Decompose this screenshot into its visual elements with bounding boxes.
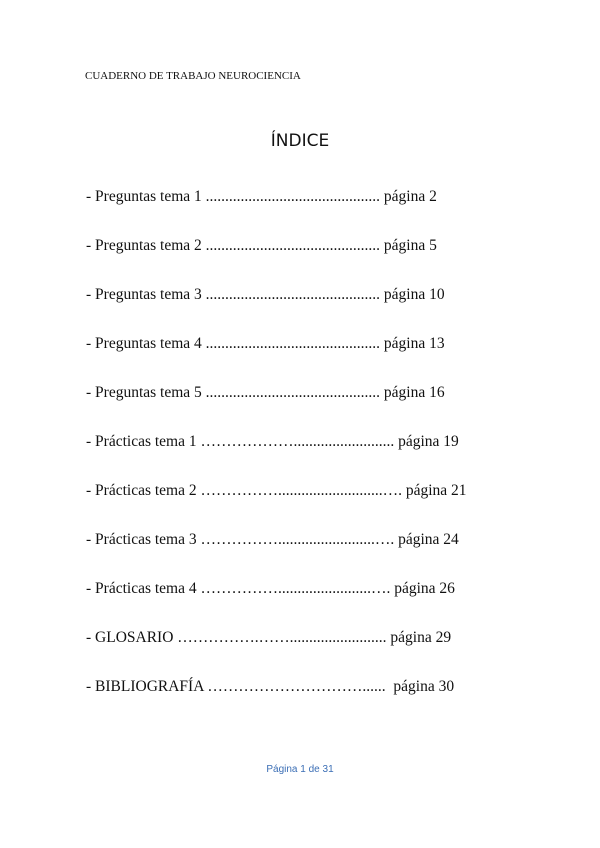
toc-entry-preguntas-tema-4: - Preguntas tema 4 ............................................. página 13 xyxy=(86,335,445,352)
toc-entry-bibliografia: - BIBLIOGRAFÍA …………………………...... página 30 xyxy=(86,678,455,695)
toc-entry-preguntas-tema-5: - Preguntas tema 5 ............................................. página 16 xyxy=(86,384,445,401)
document-header: CUADERNO DE TRABAJO NEUROCIENCIA xyxy=(85,70,301,82)
page-title: ÍNDICE xyxy=(270,131,330,151)
toc-entry-practicas-tema-3: - Prácticas tema 3 …………….........................…. página 24 xyxy=(86,531,459,548)
toc-entry-preguntas-tema-3: - Preguntas tema 3 ............................................. página 10 xyxy=(86,286,445,303)
toc-entry-preguntas-tema-1: - Preguntas tema 1 ............................................. página 2 xyxy=(86,188,437,205)
toc-entry-practicas-tema-4: - Prácticas tema 4 ……………........................…. página 26 xyxy=(86,580,455,597)
toc-entry-preguntas-tema-2: - Preguntas tema 2 ............................................. página 5 xyxy=(86,237,437,254)
toc-entry-glosario: - GLOSARIO …………….……......................... página 29 xyxy=(86,629,452,646)
toc-entry-practicas-tema-2: - Prácticas tema 2 ……………...........................…. página 21 xyxy=(86,482,467,499)
toc-entry-practicas-tema-1: - Prácticas tema 1 ……………….......................... página 19 xyxy=(86,433,459,450)
page-footer: Página 1 de 31 xyxy=(266,764,334,775)
